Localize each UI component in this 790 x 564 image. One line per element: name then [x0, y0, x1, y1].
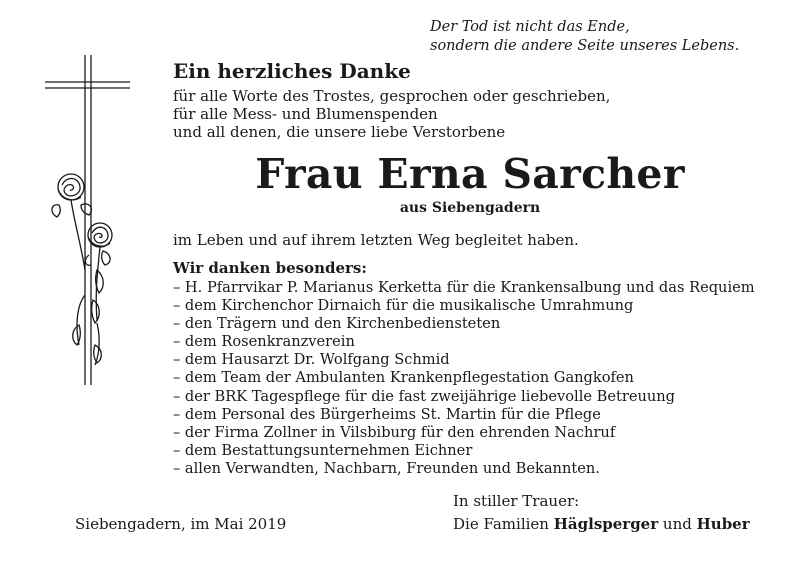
intro-line: und all denen, die unsere liebe Verstorbene	[173, 123, 506, 141]
place-date: Siebengadern, im Mai 2019	[75, 515, 287, 533]
page-heading: Ein herzliches Danke	[173, 59, 411, 83]
families-joiner: und	[658, 515, 697, 533]
list-item: – dem Personal des Bürgerheims St. Martin für die Pflege	[173, 405, 601, 423]
cross-with-roses-icon	[45, 55, 130, 385]
list-item: – den Trägern und den Kirchenbediensteten	[173, 315, 501, 333]
thanks-heading: Wir danken besonders:	[173, 259, 367, 277]
intro-text	[173, 87, 610, 141]
intro-line: für alle Worte des Trostes, gesprochen oder geschrieben,	[173, 87, 611, 105]
list-item: – dem Kirchenchor Dirnaich für die musikalische Umrahmung	[173, 297, 634, 315]
list-item: – der BRK Tagespflege für die fast zweijährige liebevolle Betreuung	[173, 387, 676, 405]
deceased-origin: aus Siebengadern	[399, 200, 541, 216]
thanks-list	[173, 279, 755, 478]
accompanied-text: im Leben und auf ihrem letzten Weg begleitet haben.	[173, 231, 579, 249]
families-prefix: Die Familien	[453, 515, 554, 533]
family-name: Häglsperger	[553, 515, 659, 533]
deceased-name: Frau Erna Sarcher	[255, 150, 685, 198]
families-signature	[453, 515, 750, 533]
family-name: Huber	[696, 515, 750, 533]
list-item: – dem Bestattungsunternehmen Eichner	[173, 441, 473, 459]
quote-line: Der Tod ist nicht das Ende,	[430, 19, 630, 35]
list-item: – dem Hausarzt Dr. Wolfgang Schmid	[173, 351, 450, 369]
mourning-label: In stiller Trauer:	[453, 492, 580, 510]
epigraph-quote	[430, 18, 760, 56]
list-item: – dem Team der Ambulanten Krankenpflegestation Gangkofen	[173, 369, 634, 387]
quote-line: sondern die andere Seite unseres Lebens.	[430, 38, 740, 54]
list-item: – der Firma Zollner in Vilsbiburg für den ehrenden Nachruf	[173, 423, 616, 441]
intro-line: für alle Mess- und Blumenspenden	[173, 105, 438, 123]
list-item: – dem Rosenkranzverein	[173, 333, 355, 351]
list-item: – allen Verwandten, Nachbarn, Freunden und Bekannten.	[173, 459, 600, 477]
list-item: – H. Pfarrvikar P. Marianus Kerketta für die Krankensalbung und das Requiem	[173, 279, 755, 296]
